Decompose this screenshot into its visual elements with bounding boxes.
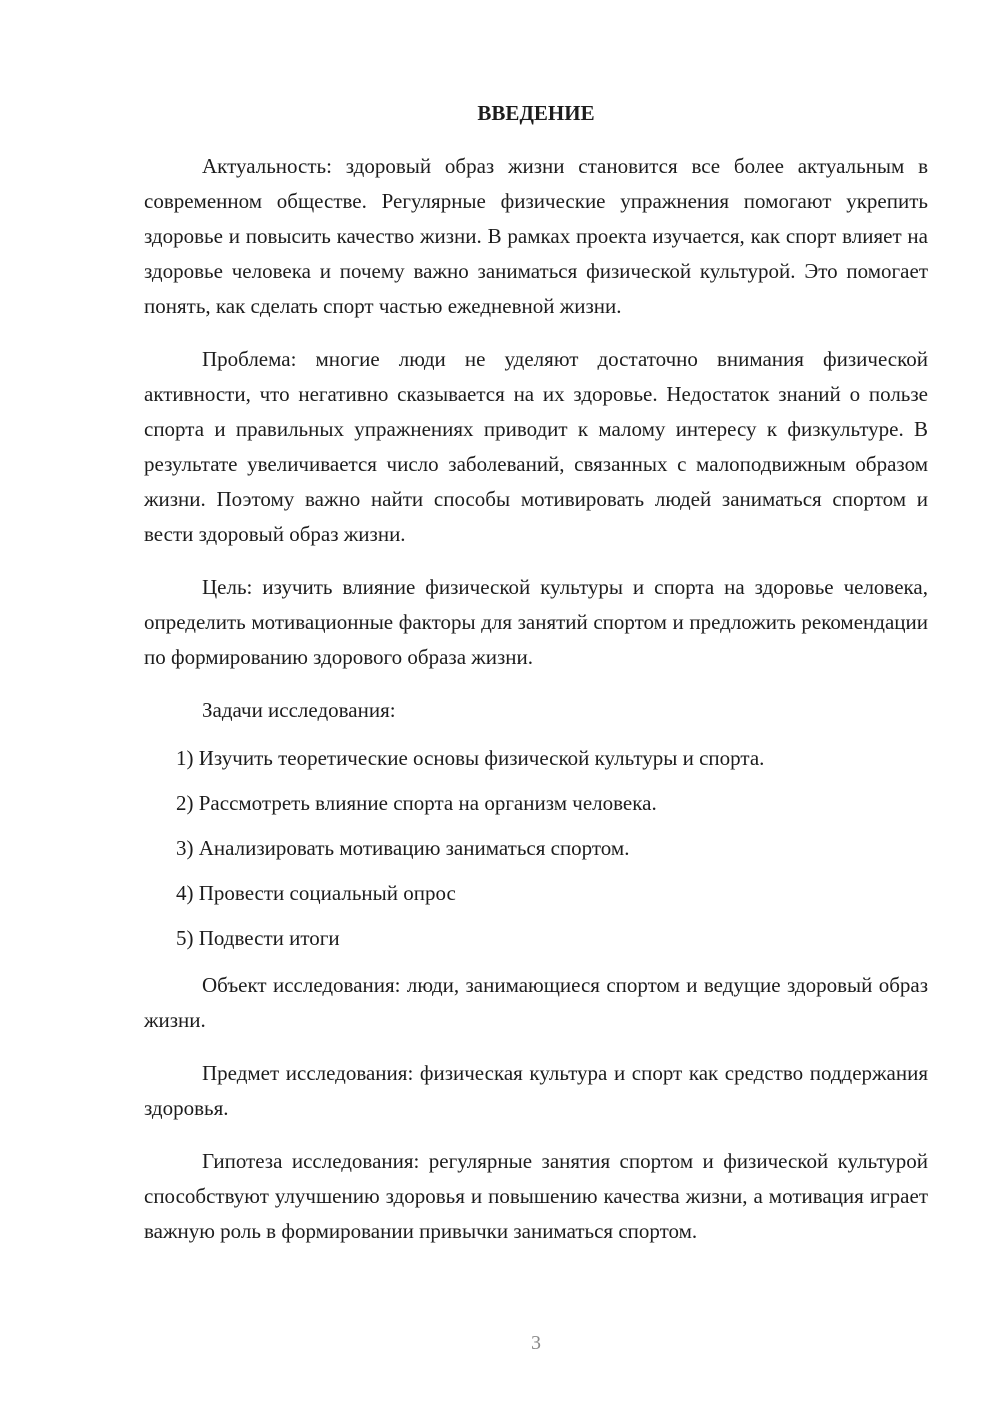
paragraph-goal: Цель: изучить влияние физической культуры и спорта на здоровье человека, определить мотивационные факторы для занятий спортом и предложить рекомендации по формированию здорового образа жизни.	[144, 575, 928, 669]
task-item-5: 5) Подвести итоги	[176, 926, 340, 950]
document-body	[144, 96, 928, 1267]
paragraph-hypothesis: Гипотеза исследования: регулярные занятия спортом и физической культурой способствуют улучшению здоровья и повышению качества жизни, а мотивация играет важную роль в формировании привычки заниматься спортом.	[144, 1149, 928, 1243]
paragraph-object: Объект исследования: люди, занимающиеся спортом и ведущие здоровый образ жизни.	[144, 973, 928, 1032]
tasks-list	[144, 741, 928, 956]
task-item-4: 4) Провести социальный опрос	[176, 881, 456, 905]
tasks-heading: Задачи исследования:	[202, 698, 396, 722]
paragraph-problem: Проблема: многие люди не уделяют достаточно внимания физической активности, что негативно сказывается на их здоровье. Недостаток знаний о пользе спорта и правильных упражнениях приводит к малому интересу к физкультуре. В результате увеличивается число заболеваний, связанных с малоподвижным образом жизни. Поэтому важно найти способы мотивировать людей заниматься спортом и вести здоровый образ жизни.	[144, 347, 928, 546]
task-item-1: 1) Изучить теоретические основы физической культуры и спорта.	[176, 746, 765, 770]
document-title: ВВЕДЕНИЕ	[477, 101, 595, 125]
task-item-2: 2) Рассмотреть влияние спорта на организм человека.	[176, 791, 657, 815]
page-number: 3	[531, 1332, 541, 1354]
paragraph-relevance: Актуальность: здоровый образ жизни становится все более актуальным в современном обществе. Регулярные физические упражнения помогают укрепить здоровье и повысить качество жизни. В рамках проекта изучается, как спорт влияет на здоровье человека и почему важно заниматься физической культурой. Это помогает понять, как сделать спорт частью ежедневной жизни.	[144, 154, 928, 318]
paragraph-subject: Предмет исследования: физическая культура и спорт как средство поддержания здоровья.	[144, 1061, 928, 1120]
task-item-3: 3) Анализировать мотивацию заниматься спортом.	[176, 836, 630, 860]
